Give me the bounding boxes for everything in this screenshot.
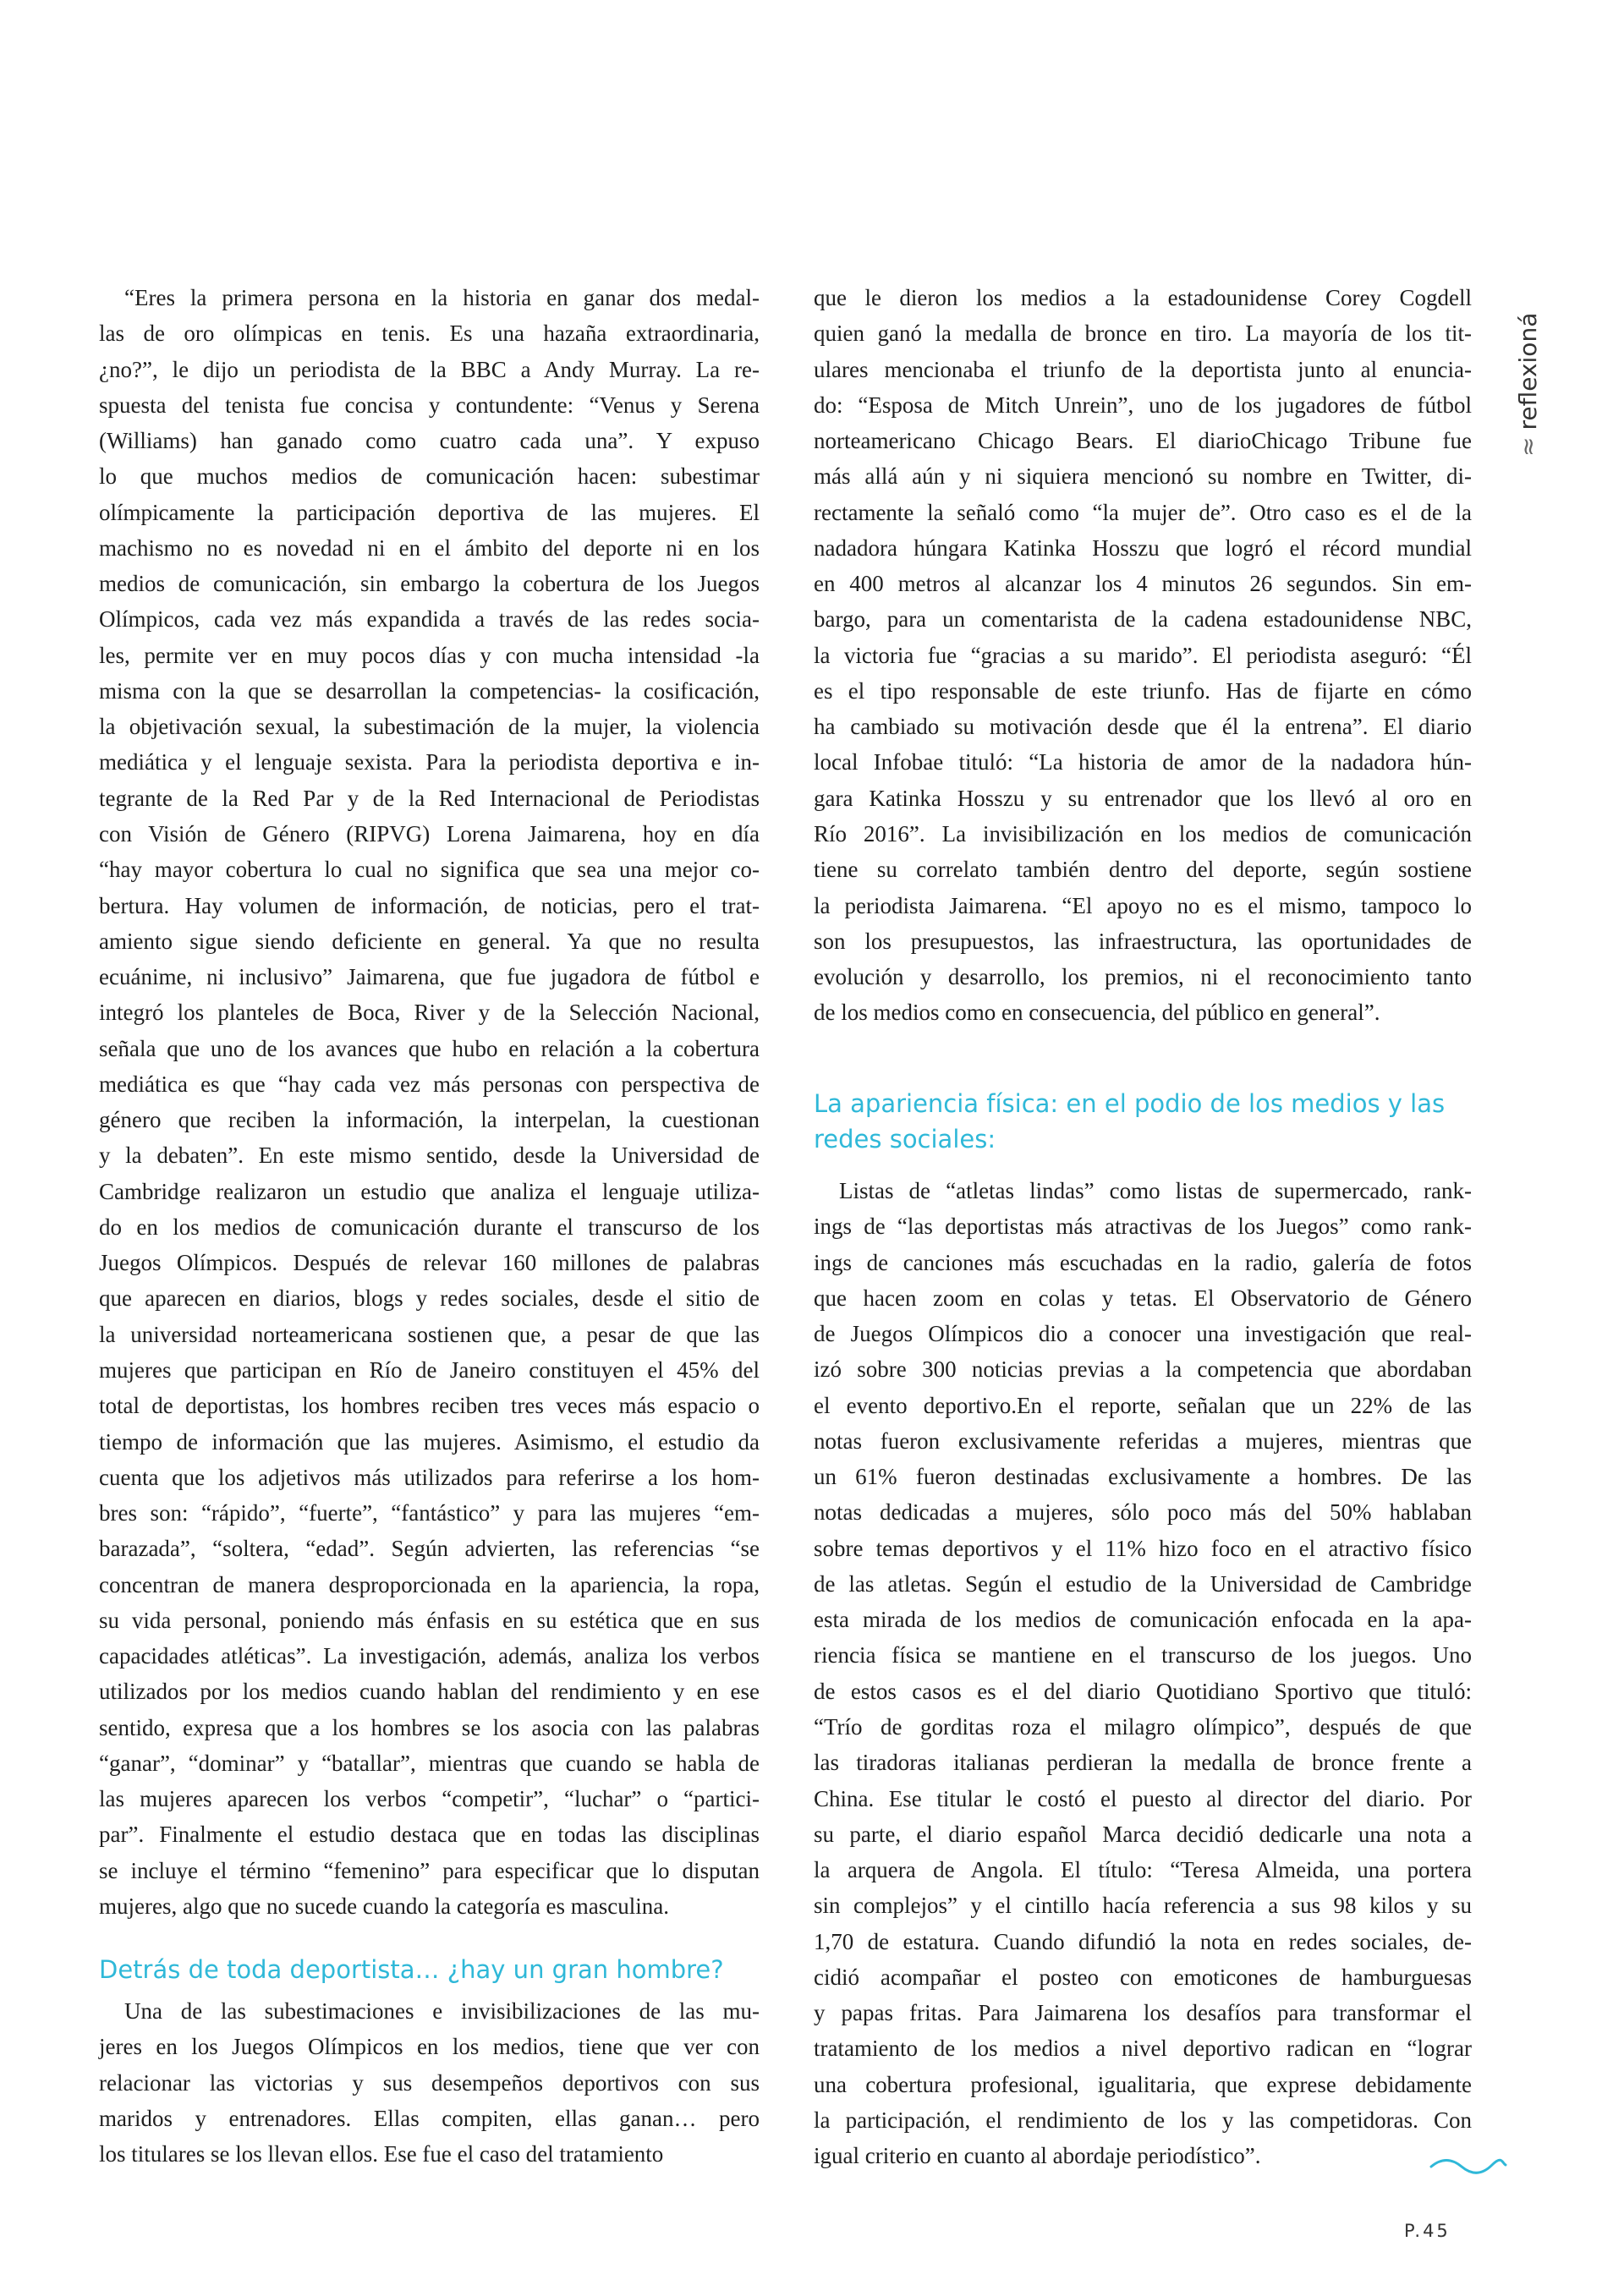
text-line: mujeres que participan en Río de Janeiro constituyen el 45% del [99,1356,760,1383]
text-line: notas dedicadas a mujeres, sólo poco más del 50% hablaban [814,1499,1472,1526]
text-line: sentido, expresa que a los hombres se los asocia con las palabras [99,1714,760,1740]
text-line: más allá aún y ni siquiera mencionó su nombre en Twitter, di- [814,463,1472,490]
text-line: que le dieron los medios a la estadounidense Corey Cogdell [814,285,1472,310]
text-line: que aparecen en diarios, blogs y redes sociales, desde el sitio de [99,1285,760,1312]
text-line: capacidades atléticas”. La investigación, además, analiza los verbos [99,1643,760,1669]
page-number: P.45 [1404,2221,1451,2241]
text-line: riencia física se mantiene en el transcurso de los juegos. Uno [814,1642,1472,1669]
text-line: en 400 metros al alcanzar los 4 minutos 26 segundos. Sin em- [814,571,1472,597]
text-line: la arquera de Angola. El título: “Teresa Almeida, una portera [814,1857,1472,1883]
text-line: es el tipo responsable de este triunfo. Has de fijarte en cómo [814,677,1472,704]
text-line: la victoria fue “gracias a su marido”. El periodista aseguró: “Él [814,642,1472,668]
text-line: utilizados por los medios cuando hablan del rendimiento y en ese [99,1679,760,1705]
text-line: medios de comunicación, sin embargo la cobertura de los Juegos [99,571,760,597]
text-line: tiene su correlato también dentro del deporte, según sostiene [814,857,1472,883]
right-heading-line: La apariencia física: en el podio de los medios y las [814,1089,1446,1118]
text-line: les, permite ver en muy pocos días y con mucha intensidad -la [99,642,760,668]
right-paragraph-2 [814,1173,1472,2173]
text-line: “Eres la primera persona en la historia en ganar dos medal- [124,285,760,310]
text-line: tegrante de la Red Par y de la Red Internacional de Periodistas [99,785,760,811]
text-line: y papas fritas. Para Jaimarena los desafíos para transformar el [814,2000,1472,2026]
right-section-heading [814,1086,1445,1157]
text-line: la participación, el rendimiento de los y las competidoras. Con [814,2107,1472,2133]
text-line: quien ganó la medalla de bronce en tiro. La mayoría de los tit- [814,321,1472,347]
text-line: olímpicamente la participación deportiva de las mujeres. El [99,499,760,525]
left-paragraph-1 [99,280,760,1924]
text-line: amiento sigue siendo deficiente en general. Ya que no resulta [99,928,760,954]
text-line: cuenta que los adjetivos más utilizados para referirse a los hom- [99,1464,760,1490]
text-line: do en los medios de comunicación durante el transcurso de los [99,1214,760,1240]
text-line: Río 2016”. La invisibilización en los medios de comunicación [814,820,1472,847]
text-line: par”. Finalmente el estudio destaca que en todas las disciplinas [99,1822,760,1848]
text-line: local Infobae tituló: “La historia de amor de la nadadora hún- [814,749,1472,775]
text-line: género que reciben la información, la interpelan, la cuestionan [99,1107,760,1133]
approx-icon: ≈ [1514,436,1542,457]
section-label-text: reflexioná [1514,312,1542,430]
text-line: de Juegos Olímpicos dio a conocer una investigación que real- [814,1321,1472,1347]
text-line: machismo no es novedad ni en el ámbito del deporte ni en los [99,534,760,561]
text-line: con Visión de Género (RIPVG) Lorena Jaimarena, hoy en día [99,820,760,847]
text-line: se incluye el término “femenino” para especificar que lo disputan [99,1857,760,1883]
text-line: nadadora húngara Katinka Hosszu que logró el récord mundial [814,534,1472,561]
text-line: Listas de “atletas lindas” como listas de supermercado, rank- [839,1178,1472,1203]
text-line: rectamente la señaló como “la mujer de”. Otro caso es el de la [814,499,1472,525]
text-line: mujeres, algo que no sucede cuando la categoría es masculina. [99,1893,669,1919]
text-line: ulares mencionaba el triunfo de la deportista junto al enuncia- [814,356,1472,382]
text-line: ha cambiado su motivación desde que él la entrena”. El diario [814,714,1472,740]
text-line: notas fueron exclusivamente referidas a mujeres, mientras que [814,1427,1472,1454]
text-line: integró los planteles de Boca, River y de la Selección Nacional, [99,1000,760,1026]
text-line: las de oro olímpicas en tenis. Es una hazaña extraordinaria, [99,321,760,347]
text-line: Una de las subestimaciones e invisibilizaciones de las mu- [124,1998,760,2024]
text-line: Juegos Olímpicos. Después de relevar 160 millones de palabras [99,1250,760,1276]
text-line: sin complejos” y el cintillo hacía referencia a sus 98 kilos y su [814,1893,1472,1919]
text-line: tiempo de información que las mujeres. Asimismo, el estudio da [99,1428,760,1455]
text-line: mediática es que “hay cada vez más personas con perspectiva de [99,1071,760,1097]
text-line: bargo, para un comentarista de la cadena estadounidense NBC, [814,606,1472,633]
text-line: bertura. Hay volumen de información, de noticias, pero el trat- [99,892,760,918]
text-line: “ganar”, “dominar” y “batallar”, mientras que cuando se habla de [99,1750,760,1776]
text-line: son los presupuestos, las infraestructura, las oportunidades de [814,928,1472,954]
text-line: “Trío de gorditas roza el milagro olímpico”, después de que [814,1713,1472,1740]
text-line: de los medios como en consecuencia, del público en general”. [814,1000,1380,1026]
text-line: sobre temas deportivos y el 11% hizo foco en el atractivo físico [814,1535,1472,1561]
text-line: la universidad norteamericana sostienen que, a pesar de que las [99,1321,760,1347]
text-line: ings de canciones más escuchadas en la radio, galería de fotos [814,1249,1472,1275]
text-line: la periodista Jaimarena. “El apoyo no es el mismo, tampoco lo [814,892,1472,918]
text-line: do: “Esposa de Mitch Unrein”, uno de los jugadores de fútbol [814,392,1472,418]
right-heading-line: redes sociales: [814,1125,996,1153]
text-line: evolución y desarrollo, los premios, ni el reconocimiento tanto [814,964,1472,990]
text-line: tratamiento de los medios a nivel deportivo radican en “lograr [814,2036,1472,2062]
text-line: que hacen zoom en colas y tetas. El Observatorio de Género [814,1285,1472,1311]
text-line: su vida personal, poniendo más énfasis en su estética que en sus [99,1607,760,1633]
wave-ornament-icon [1429,2155,1507,2175]
text-line: Cambridge realizaron un estudio que analiza el lenguaje utiliza- [99,1178,760,1204]
text-line: misma con la que se desarrollan la competencias- la cosificación, [99,677,760,704]
text-line: China. Ese titular le costó el puesto al director del diario. Por [814,1785,1472,1811]
text-line: norteamericano Chicago Bears. El diarioChicago Tribune fue [814,428,1472,454]
text-line: Olímpicos, cada vez más expandida a través de las redes socia- [99,606,760,633]
text-line: total de deportistas, los hombres reciben tres veces más espacio o [99,1393,760,1419]
left-section-heading: Detrás de toda deportista… ¿hay un gran hombre? [99,1955,724,1984]
text-line: bres son: “rápido”, “fuerte”, “fantástico” y para las mujeres “em- [99,1500,760,1526]
text-line: las tiradoras italianas perdieran la medalla de bronce frente a [814,1750,1472,1776]
text-line: izó sobre 300 noticias previas a la competencia que abordaban [814,1356,1472,1383]
text-line: el evento deportivo.En el reporte, señalan que un 22% de las [814,1392,1472,1418]
text-line: 1,70 de estatura. Cuando difundió la nota en redes sociales, de- [814,1928,1472,1954]
text-line: ings de “las deportistas más atractivas de los Juegos” como rank- [814,1214,1472,1240]
text-line: mediática y el lenguaje sexista. Para la periodista deportiva e in- [99,749,760,775]
text-line: concentran de manera desproporcionada en la apariencia, la ropa, [99,1571,760,1597]
right-paragraph-1 [814,280,1472,1031]
text-line: de estos casos es el del diario Quotidiano Sportivo que tituló: [814,1678,1472,1704]
text-line: relacionar las victorias y sus desempeños deportivos con sus [99,2069,760,2096]
left-paragraph-2 [99,1993,760,2172]
text-line: spuesta del tenista fue concisa y contundente: “Venus y Serena [99,392,760,418]
text-line: gara Katinka Hosszu y su entrenador que los llevó al oro en [814,785,1472,811]
text-line: señala que uno de los avances que hubo en relación a la cobertura [99,1035,760,1061]
text-line: jeres en los Juegos Olímpicos en los medios, tiene que ver con [99,2034,760,2060]
text-line: un 61% fueron destinadas exclusivamente a hombres. De las [814,1464,1472,1490]
text-line: (Williams) han ganado como cuatro cada una”. Y expuso [99,428,760,454]
text-line: barazada”, “soltera, “edad”. Según advierten, las referencias “se [99,1536,760,1562]
section-label [1514,313,1542,457]
text-line: ecuánime, ni inclusivo” Jaimarena, que fue jugadora de fútbol e [99,964,760,990]
text-line: su parte, el diario español Marca decidió dedicarle una nota a [814,1821,1472,1847]
text-line: lo que muchos medios de comunicación hacen: subestimar [99,463,760,490]
text-line: una cobertura profesional, igualitaria, que exprese debidamente [814,2071,1472,2097]
text-line: esta mirada de los medios de comunicación enfocada en la apa- [814,1607,1472,1633]
text-line: “hay mayor cobertura lo cual no significa que sea una mejor co- [99,857,760,883]
text-line: la objetivación sexual, la subestimación de la mujer, la violencia [99,714,760,740]
text-line: cidió acompañar el posteo con emoticones de hamburguesas [814,1964,1472,1990]
text-line: los titulares se los llevan ellos. Ese fue el caso del tratamiento [99,2141,664,2167]
text-line: ¿no?”, le dijo un periodista de la BBC a Andy Murray. La re- [99,356,760,382]
text-line: y la debaten”. En este mismo sentido, desde la Universidad de [99,1143,760,1169]
text-line: maridos y entrenadores. Ellas compiten, ellas ganan… pero [99,2105,760,2131]
text-line: igual criterio en cuanto al abordaje periodístico”. [814,2143,1261,2169]
text-line: las mujeres aparecen los verbos “competir”, “luchar” o “partici- [99,1786,760,1812]
text-line: de las atletas. Según el estudio de la Universidad de Cambridge [814,1570,1472,1597]
